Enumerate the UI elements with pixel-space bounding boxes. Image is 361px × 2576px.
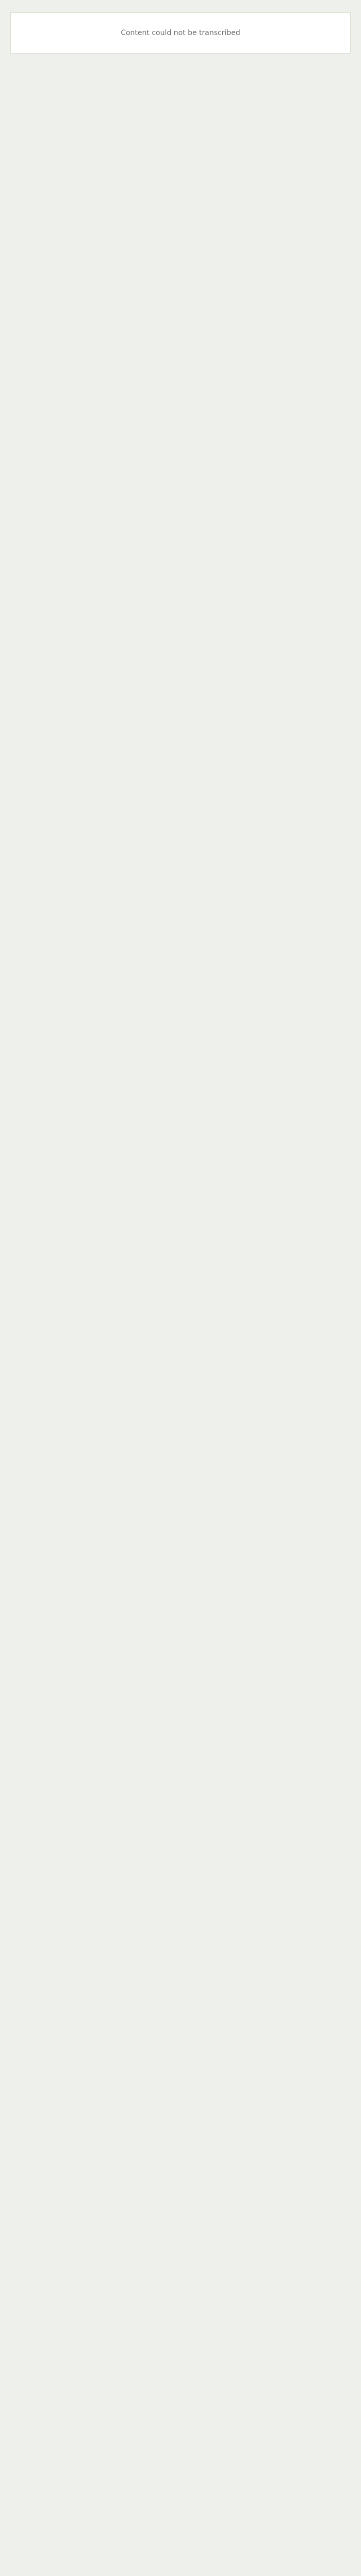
transcription-notice: Content could not be transcribed: [10, 12, 351, 54]
